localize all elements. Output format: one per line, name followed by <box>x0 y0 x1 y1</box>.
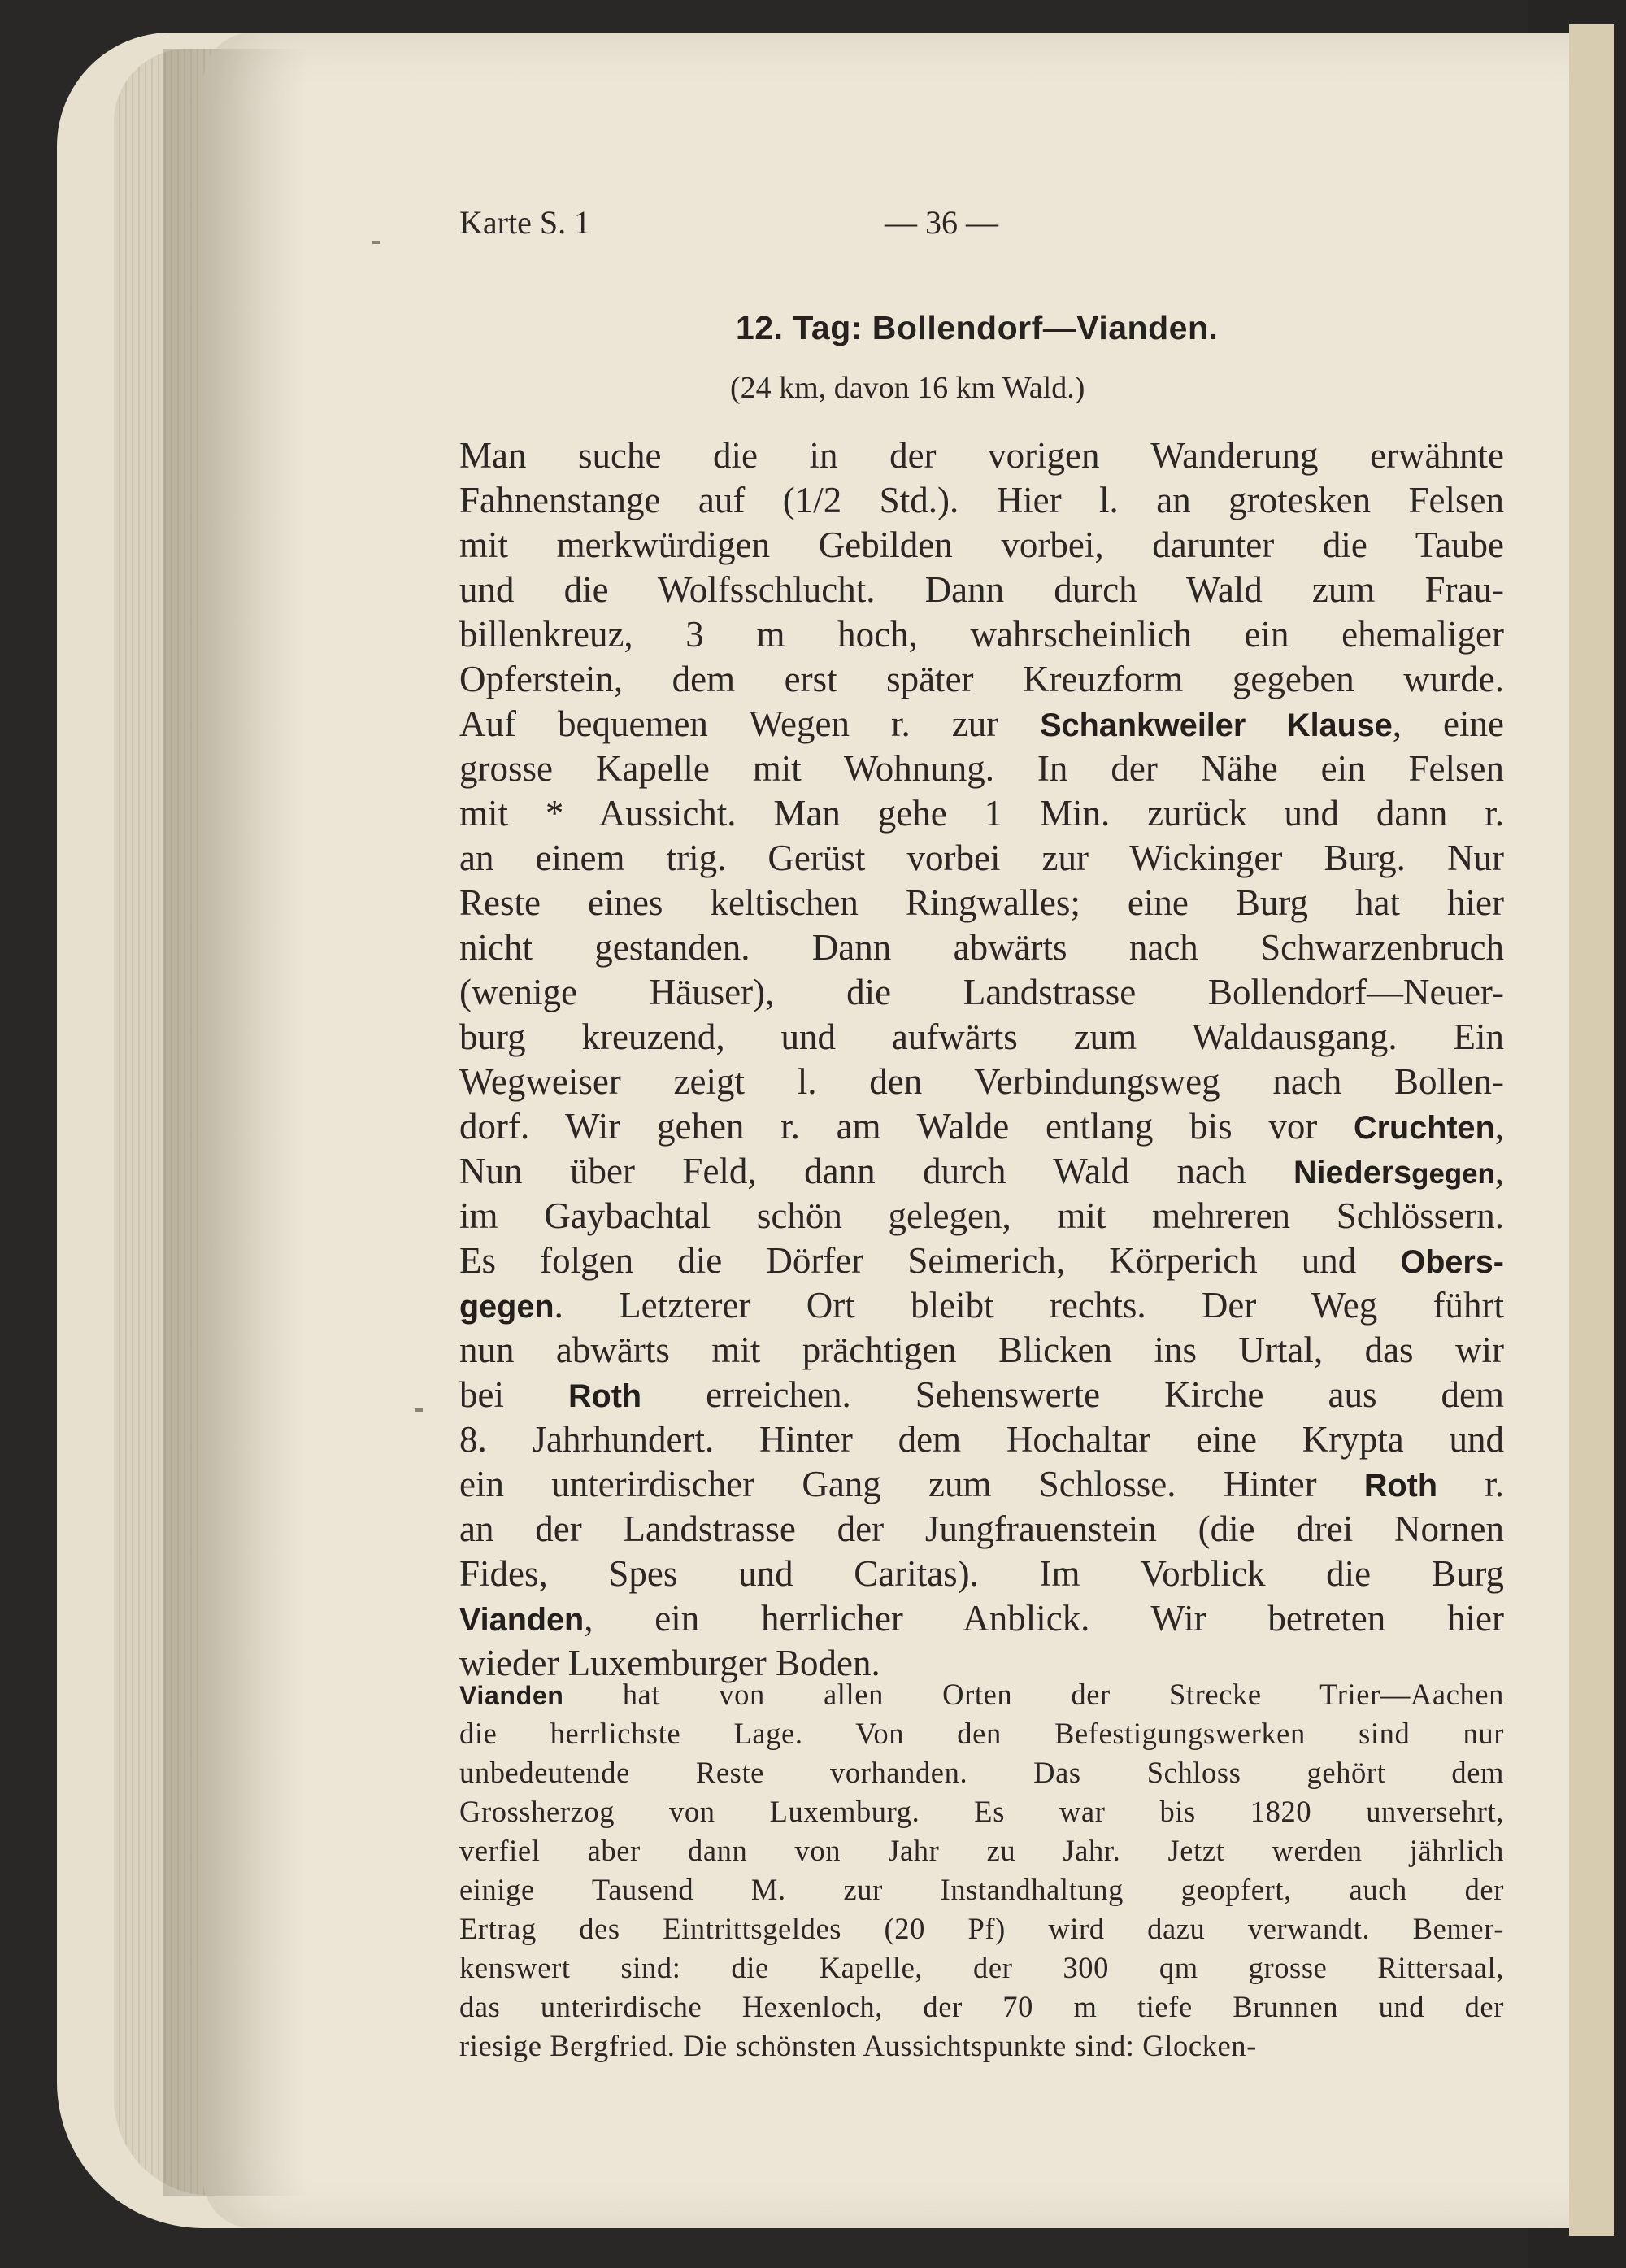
body-line: Wegweiser zeigt l. den Verbindungsweg nach Bollen- <box>459 1061 1504 1102</box>
note-line: unbedeutende Reste vorhanden. Das Schloss gehört dem <box>459 1756 1504 1789</box>
note-line: verfiel aber dann von Jahr zu Jahr. Jetzt werden jährlich <box>459 1834 1504 1867</box>
body-line: nun abwärts mit prächtigen Blicken ins Urtal, das wir <box>459 1330 1504 1370</box>
chapter-title: 12. Tag: Bollendorf—Vianden. <box>736 309 1219 346</box>
body-line: (wenige Häuser), die Landstrasse Bollendorf—Neuer- <box>459 972 1504 1012</box>
body-line: grosse Kapelle mit Wohnung. In der Nähe ein Felsen <box>459 748 1504 789</box>
body-line: burg kreuzend, und aufwärts zum Waldausgang. Ein <box>459 1016 1504 1057</box>
body-line: dorf. Wir gehen r. am Walde entlang bis vor Cruchten, <box>459 1106 1504 1147</box>
note-line: das unterirdische Hexenloch, der 70 m tiefe Brunnen und der <box>459 1990 1504 2023</box>
note-line: Ertrag des Eintrittsgeldes (20 Pf) wird dazu verwandt. Bemer- <box>459 1912 1504 1945</box>
body-line: mit merkwürdigen Gebilden vorbei, darunter die Taube <box>459 525 1504 565</box>
body-line: Man suche die in der vorigen Wanderung erwähnte <box>459 435 1504 476</box>
body-line: 8. Jahrhundert. Hinter dem Hochaltar eine Krypta und <box>459 1419 1504 1460</box>
body-line: wieder Luxemburger Boden. <box>459 1643 880 1683</box>
body-line: Fahnenstange auf (1/2 Std.). Hier l. an grotesken Felsen <box>459 480 1504 520</box>
body-line: im Gaybachtal schön gelegen, mit mehreren Schlössern. <box>459 1195 1504 1236</box>
body-line: Nun über Feld, dann durch Wald nach Niedersgegen, <box>459 1151 1504 1191</box>
note-line: einige Tausend M. zur Instandhaltung geopfert, auch der <box>459 1873 1504 1906</box>
body-line: Opferstein, dem erst später Kreuzform gegeben wurde. <box>459 659 1504 699</box>
note-line: kenswert sind: die Kapelle, der 300 qm grosse Rittersaal, <box>459 1951 1504 1984</box>
body-line: bei Roth erreichen. Sehenswerte Kirche aus dem <box>459 1374 1504 1415</box>
body-line: gegen. Letzterer Ort bleibt rechts. Der Weg führt <box>459 1285 1504 1326</box>
body-line: mit * Aussicht. Man gehe 1 Min. zurück und dann r. <box>459 793 1504 834</box>
body-line: an einem trig. Gerüst vorbei zur Wickinger Burg. Nur <box>459 838 1504 878</box>
note-line: Grossherzog von Luxemburg. Es war bis 1820 unversehrt, <box>459 1795 1504 1828</box>
page-number: — 36 — <box>885 204 998 241</box>
note-line: Vianden hat von allen Orten der Strecke Trier—Aachen <box>459 1678 1504 1711</box>
body-line: Fides, Spes und Caritas). Im Vorblick die Burg <box>459 1553 1504 1594</box>
body-line: billenkreuz, 3 m hoch, wahrscheinlich ein ehemaliger <box>459 614 1504 655</box>
chapter-subtitle: (24 km, davon 16 km Wald.) <box>730 371 1085 405</box>
note-line: riesige Bergfried. Die schönsten Aussichtspunkte sind: Glocken- <box>459 2029 1257 2062</box>
margin-mark <box>415 1408 423 1412</box>
body-line: Es folgen die Dörfer Seimerich, Körperich und Obers- <box>459 1240 1504 1281</box>
body-line: nicht gestanden. Dann abwärts nach Schwarzenbruch <box>459 927 1504 968</box>
page-fold-shadow <box>163 49 309 2196</box>
right-page-edge <box>1569 24 1614 2236</box>
body-line: an der Landstrasse der Jungfrauenstein (die drei Nornen <box>459 1508 1504 1549</box>
body-line: Reste eines keltischen Ringwalles; eine Burg hat hier <box>459 882 1504 923</box>
body-line: Vianden, ein herrlicher Anblick. Wir betreten hier <box>459 1598 1504 1639</box>
body-line: und die Wolfsschlucht. Dann durch Wald zum Frau- <box>459 569 1504 610</box>
body-line: ein unterirdischer Gang zum Schlosse. Hinter Roth r. <box>459 1464 1504 1504</box>
margin-mark <box>372 241 380 244</box>
body-line: Auf bequemen Wegen r. zur Schankweiler Klause, eine <box>459 703 1505 744</box>
header-map-reference: Karte S. 1 <box>459 204 591 241</box>
note-line: die herrlichste Lage. Von den Befestigungswerken sind nur <box>459 1717 1504 1750</box>
